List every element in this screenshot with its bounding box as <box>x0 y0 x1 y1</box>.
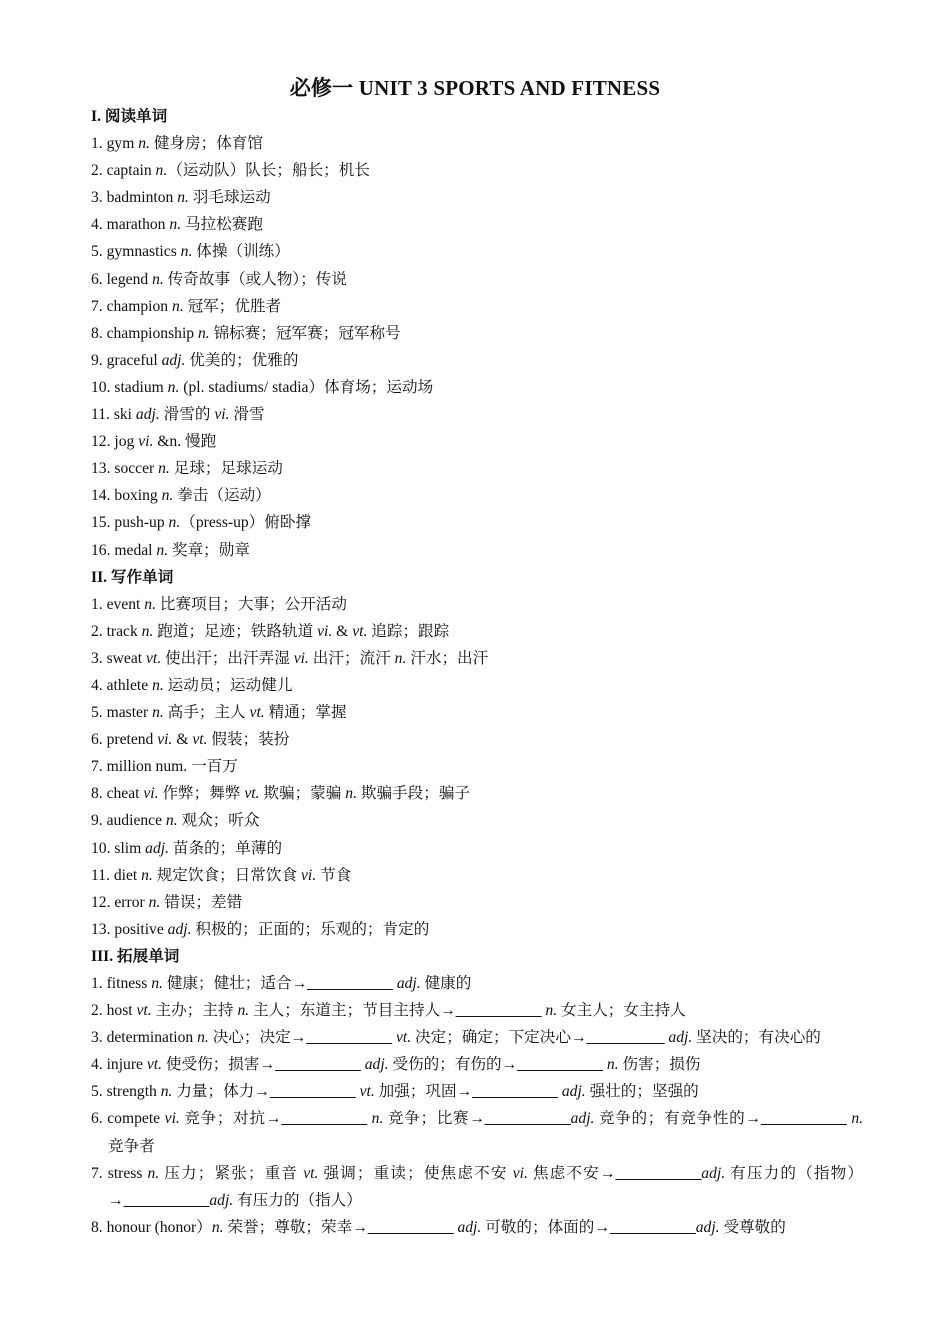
fill-blank: ___________ <box>517 1056 604 1074</box>
fill-blank: ___________ <box>615 1164 702 1182</box>
vocabulary-list <box>91 103 863 1241</box>
page-title: 必修一 UNIT 3 SPORTS AND FITNESS <box>289 76 661 100</box>
list-item: 5. strength n. 力量；体力→___________ vt. 加强；巩固→___________ adj. 强壮的；坚强的 <box>91 1083 699 1101</box>
list-item: 4. injure vt. 使受伤；损害→___________ adj. 受伤的；有伤的→___________ n. 伤害；损伤 <box>91 1056 701 1074</box>
list-item: 9. audience n. 观众；听众 <box>91 812 260 830</box>
list-item: 5. gymnastics n. 体操（训练） <box>91 243 290 261</box>
list-item: 7. champion n. 冠军；优胜者 <box>91 297 282 315</box>
list-item: 1. gym n. 健身房；体育馆 <box>91 135 263 153</box>
fill-blank: ___________ <box>275 1056 361 1074</box>
list-item: 8. honour (honor）n. 荣誉；尊敬；荣幸→___________ adj. 可敬的；体面的→___________adj. 受尊敬的 <box>91 1218 786 1236</box>
section-heading-extension: III. 拓展单词 <box>91 947 180 965</box>
fill-blank: ___________ <box>760 1110 847 1128</box>
list-item: 3. badminton n. 羽毛球运动 <box>91 189 271 207</box>
fill-blank: ___________ <box>269 1083 356 1101</box>
list-item: 12. jog vi. &n. 慢跑 <box>91 433 217 451</box>
list-item: 5. master n. 高手；主人 vt. 精通；掌握 <box>91 704 347 722</box>
section-heading-writing: II. 写作单词 <box>91 568 174 586</box>
fill-blank: ___________ <box>306 1029 393 1047</box>
list-item: 4. athlete n. 运动员；运动健儿 <box>91 676 293 694</box>
list-item: 11. ski adj. 滑雪的 vi. 滑雪 <box>91 406 265 424</box>
list-item: 14. boxing n. 拳击（运动） <box>91 487 271 505</box>
fill-blank: ___________ <box>367 1218 454 1236</box>
fill-blank: ___________ <box>455 1002 542 1020</box>
list-item: 16. medal n. 奖章；勋章 <box>91 541 250 559</box>
section-heading-reading: I. 阅读单词 <box>91 108 168 125</box>
list-item: 13. soccer n. 足球；足球运动 <box>91 460 283 478</box>
list-item: 6. pretend vi. & vt. 假装；装扮 <box>91 731 290 749</box>
list-item: 2. track n. 跑道；足迹；铁路轨道 vi. & vt. 追踪；跟踪 <box>91 622 450 640</box>
fill-blank: ___________ <box>472 1083 558 1101</box>
list-item: 6. compete vi. 竞争；对抗→___________ n. 竞争；比赛→___________adj. 竞争的；有竞争性的→___________ n. 竞争者 <box>91 1110 864 1155</box>
fill-blank: ___________ <box>123 1191 210 1209</box>
list-item: 15. push-up n.（press-up）俯卧撑 <box>91 514 312 532</box>
list-item: 6. legend n. 传奇故事（或人物）；传说 <box>91 270 347 288</box>
list-item: 11. diet n. 规定饮食；日常饮食 vi. 节食 <box>91 866 352 884</box>
list-item: 2. host vt. 主办；主持 n. 主人；东道主；节目主持人→___________ n. 女主人；女主持人 <box>91 1002 686 1020</box>
fill-blank: ___________ <box>307 975 393 992</box>
list-item: 7. stress n. 压力；紧张；重音 vt. 强调；重读；使焦虑不安 vi. 焦虑不安→___________adj. 有压力的（指物）→___________adj. 有压力的（指人） <box>91 1164 863 1209</box>
fill-blank: ___________ <box>484 1110 571 1128</box>
extension-word-list <box>91 970 863 1241</box>
list-item: 3. sweat vt. 使出汗；出汗弄湿 vi. 出汗；流汗 n. 汗水；出汗 <box>91 649 489 667</box>
fill-blank: __________ <box>586 1029 665 1047</box>
list-item: 12. error n. 错误；差错 <box>91 893 243 911</box>
list-item: 8. cheat vi. 作弊；舞弊 vt. 欺骗；蒙骗 n. 欺骗手段；骗子 <box>91 785 471 803</box>
list-item: 9. graceful adj. 优美的；优雅的 <box>91 351 299 369</box>
list-item: 1. event n. 比赛项目；大事；公开活动 <box>91 595 347 613</box>
fill-blank: ___________ <box>609 1218 696 1236</box>
reading-word-list <box>91 130 863 564</box>
list-item: 1. fitness n. 健康；健壮；适合→___________ adj. 健康的 <box>91 975 472 992</box>
list-item: 7. million num. 一百万 <box>91 758 238 776</box>
list-item: 10. stadium n. (pl. stadiums/ stadia）体育场；运动场 <box>91 378 434 396</box>
list-item: 13. positive adj. 积极的；正面的；乐观的；肯定的 <box>91 920 430 938</box>
list-item: 8. championship n. 锦标赛；冠军赛；冠军称号 <box>91 324 401 342</box>
list-item: 2. captain n.（运动队）队长；船长；机长 <box>91 162 370 180</box>
list-item: 3. determination n. 决心；决定→___________ vt. 决定；确定；下定决心→__________ adj. 坚决的；有决心的 <box>91 1029 821 1047</box>
list-item: 4. marathon n. 马拉松赛跑 <box>91 216 263 234</box>
list-item: 10. slim adj. 苗条的；单薄的 <box>91 839 283 857</box>
fill-blank: ___________ <box>281 1110 368 1128</box>
writing-word-list <box>91 591 863 943</box>
